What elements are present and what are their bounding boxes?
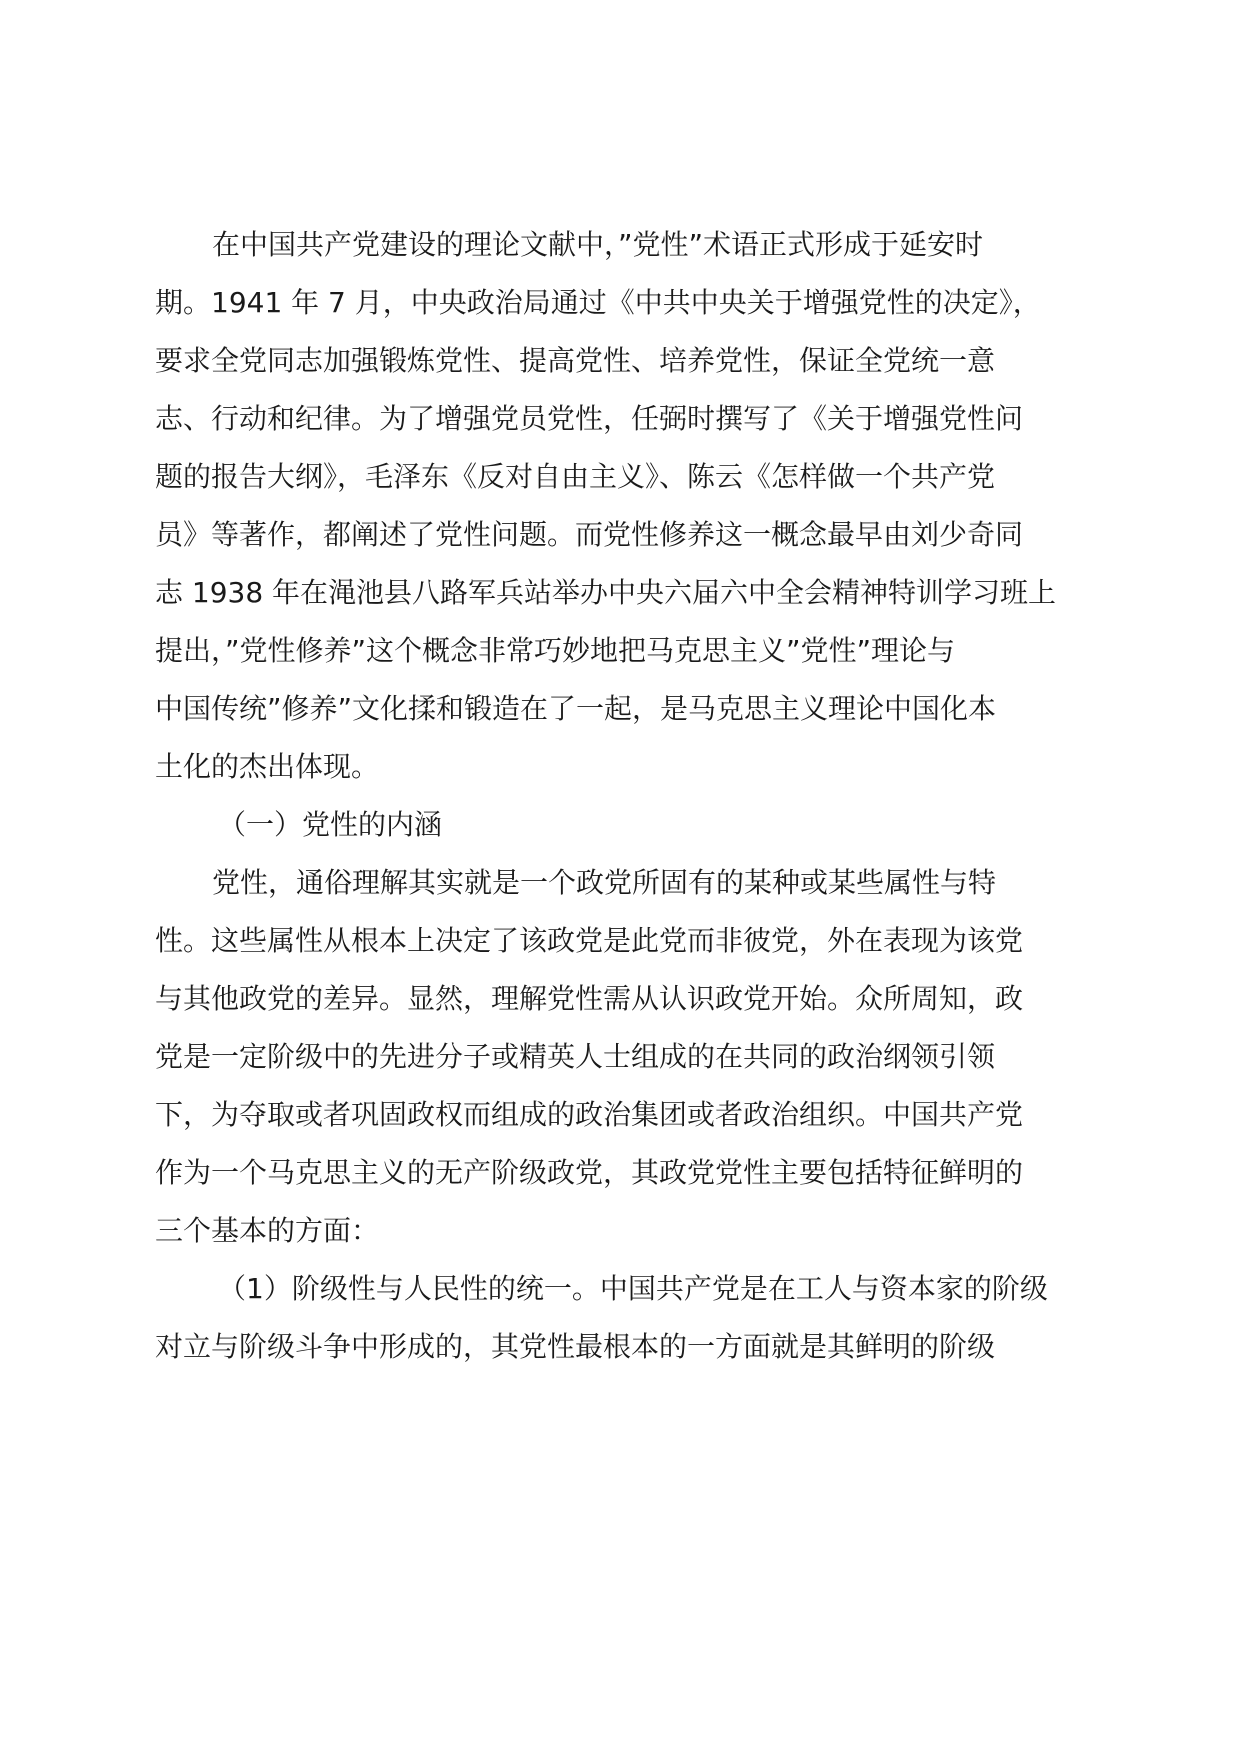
- paragraph-2-line-1: 党性，通俗理解其实就是一个政党所固有的某种或某些属性与特: [212, 866, 997, 899]
- paragraph-2-line-5: 下，为夺取或者巩固政权而组成的政治集团或者政治组织。中国共产党: [155, 1098, 1024, 1131]
- paragraph-2-line-7: 三个基本的方面：: [155, 1214, 380, 1247]
- paragraph-2-line-4: 党是一定阶级中的先进分子或精英人士组成的在共同的政治纲领引领: [155, 1040, 996, 1073]
- paragraph-2-line-3: 与其他政党的差异。显然，理解党性需从认识政党开始。众所周知，政: [155, 982, 1024, 1015]
- paragraph-1-line-6: 员》等著作，都阐述了党性问题。而党性修养这一概念最早由刘少奇同: [155, 518, 1024, 551]
- paragraph-3-line-1: （1）阶级性与人民性的统一。中国共产党是在工人与资本家的阶级: [218, 1272, 1048, 1305]
- paragraph-1-line-10: 土化的杰出体现。: [155, 750, 380, 783]
- section-heading: （一）党性的内涵: [218, 808, 443, 841]
- paragraph-1-line-5: 题的报告大纲》，毛泽东《反对自由主义》、陈云《怎样做一个共产党: [155, 460, 996, 493]
- paragraph-1-line-3: 要求全党同志加强锻炼党性、提高党性、培养党性，保证全党统一意: [155, 344, 996, 377]
- paragraph-2-line-6: 作为一个马克思主义的无产阶级政党，其政党党性主要包括特征鲜明的: [155, 1156, 1024, 1189]
- paragraph-1-line-4: 志、行动和纪律。为了增强党员党性，任弼时撰写了《关于增强党性问: [155, 402, 1024, 435]
- paragraph-3-line-2: 对立与阶级斗争中形成的，其党性最根本的一方面就是其鲜明的阶级: [155, 1330, 996, 1363]
- paragraph-1-line-8: 提出，”党性修养”这个概念非常巧妙地把马克思主义”党性”理论与: [155, 634, 956, 667]
- paragraph-2-line-2: 性。这些属性从根本上决定了该政党是此党而非彼党，外在表现为该党: [155, 924, 1024, 957]
- paragraph-1-line-2: 期。1941 年 7 月，中央政治局通过《中共中央关于增强党性的决定》，: [155, 286, 1041, 319]
- paragraph-1-line-7: 志 1938 年在渑池县八路军兵站举办中央六届六中全会精神特训学习班上: [155, 576, 1057, 609]
- paragraph-1-line-1: 在中国共产党建设的理论文献中，”党性”术语正式形成于延安时: [212, 228, 984, 261]
- paragraph-1-line-9: 中国传统”修养”文化揉和锻造在了一起，是马克思主义理论中国化本: [155, 692, 997, 725]
